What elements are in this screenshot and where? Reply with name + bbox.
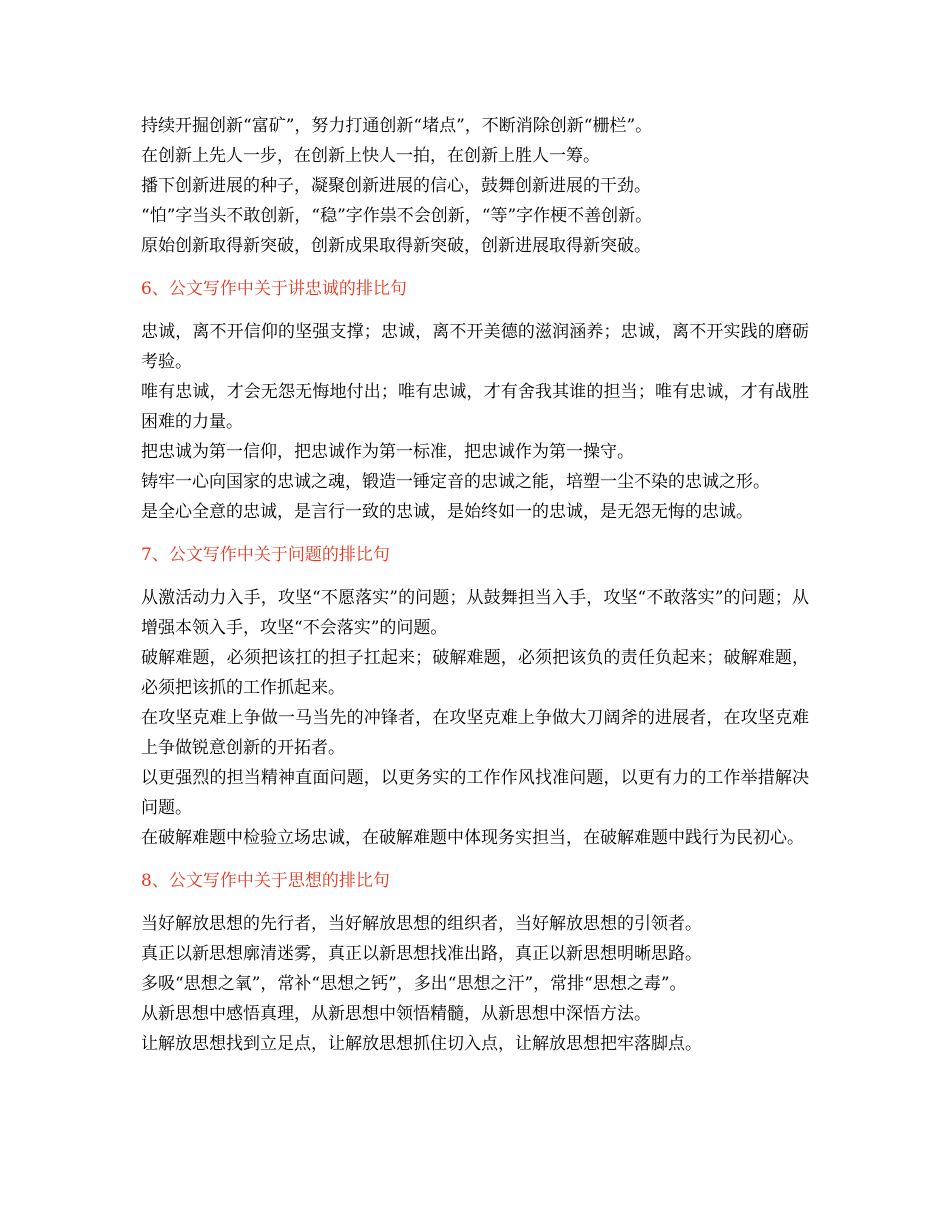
paragraph: 在破解难题中检验立场忠诚，在破解难题中体现务实担当，在破解难题中践行为民初心。	[141, 828, 804, 848]
section-thinking	[141, 866, 809, 1059]
section-heading: 8、公文写作中关于思想的排比句	[141, 871, 390, 891]
paragraph: 从激活动力入手，攻坚“不愿落实”的问题；从鼓舞担当入手，攻坚“不敢落实”的问题；从增强本领入手，攻坚“不会落实”的问题。	[141, 588, 809, 638]
section-heading: 6、公文写作中关于讲忠诚的排比句	[141, 279, 407, 299]
section-problems	[141, 540, 809, 853]
paragraph: 多吸“思想之氧”，常补“思想之钙”，多出“思想之汗”，常排“思想之毒”。	[141, 974, 687, 994]
paragraph: 在创新上先人一步，在创新上快人一拍，在创新上胜人一筹。	[141, 146, 600, 166]
paragraph: 把忠诚为第一信仰，把忠诚作为第一标准，把忠诚作为第一操守。	[141, 442, 634, 462]
paragraph: 唯有忠诚，才会无怨无悔地付出；唯有忠诚，才有舍我其谁的担当；唯有忠诚，才有战胜困难的力量。	[141, 382, 809, 432]
paragraph: 是全心全意的忠诚，是言行一致的忠诚，是始终如一的忠诚，是无怨无悔的忠诚。	[141, 502, 753, 522]
section-heading: 7、公文写作中关于问题的排比句	[141, 545, 390, 565]
paragraph: 从新思想中感悟真理，从新思想中领悟精髓，从新思想中深悟方法。	[141, 1004, 651, 1024]
paragraph: 原始创新取得新突破，创新成果取得新突破，创新进展取得新突破。	[141, 236, 651, 256]
section-loyalty	[141, 274, 809, 527]
paragraph: 当好解放思想的先行者，当好解放思想的组织者，当好解放思想的引领者。	[141, 914, 702, 934]
paragraph: 持续开掘创新“富矿”，努力打通创新“堵点”，不断消除创新“栅栏”。	[141, 116, 653, 136]
paragraph: “怕”字当头不敢创新，“稳”字作祟不会创新，“等”字作梗不善创新。	[141, 206, 653, 226]
paragraph: 让解放思想找到立足点，让解放思想抓住切入点，让解放思想把牢落脚点。	[141, 1034, 702, 1054]
paragraph: 在攻坚克难上争做一马当先的冲锋者，在攻坚克难上争做大刀阔斧的进展者，在攻坚克难上争做锐意创新的开拓者。	[141, 708, 809, 758]
paragraph: 破解难题，必须把该扛的担子扛起来；破解难题，必须把该负的责任负起来；破解难题，必须把该抓的工作抓起来。	[141, 648, 809, 698]
paragraph: 忠诚，离不开信仰的坚强支撑；忠诚，离不开美德的滋润涵养；忠诚，离不开实践的磨砺考验。	[141, 322, 809, 372]
document-body	[141, 111, 809, 1059]
paragraph: 真正以新思想廓清迷雾，真正以新思想找准出路，真正以新思想明晰思路。	[141, 944, 702, 964]
paragraph: 以更强烈的担当精神直面问题，以更务实的工作作风找准问题，以更有力的工作举措解决问题。	[141, 768, 809, 818]
paragraph: 播下创新进展的种子，凝聚创新进展的信心，鼓舞创新进展的干劲。	[141, 176, 651, 196]
paragraph: 铸牢一心向国家的忠诚之魂，锻造一锤定音的忠诚之能，培塑一尘不染的忠诚之形。	[141, 472, 770, 492]
